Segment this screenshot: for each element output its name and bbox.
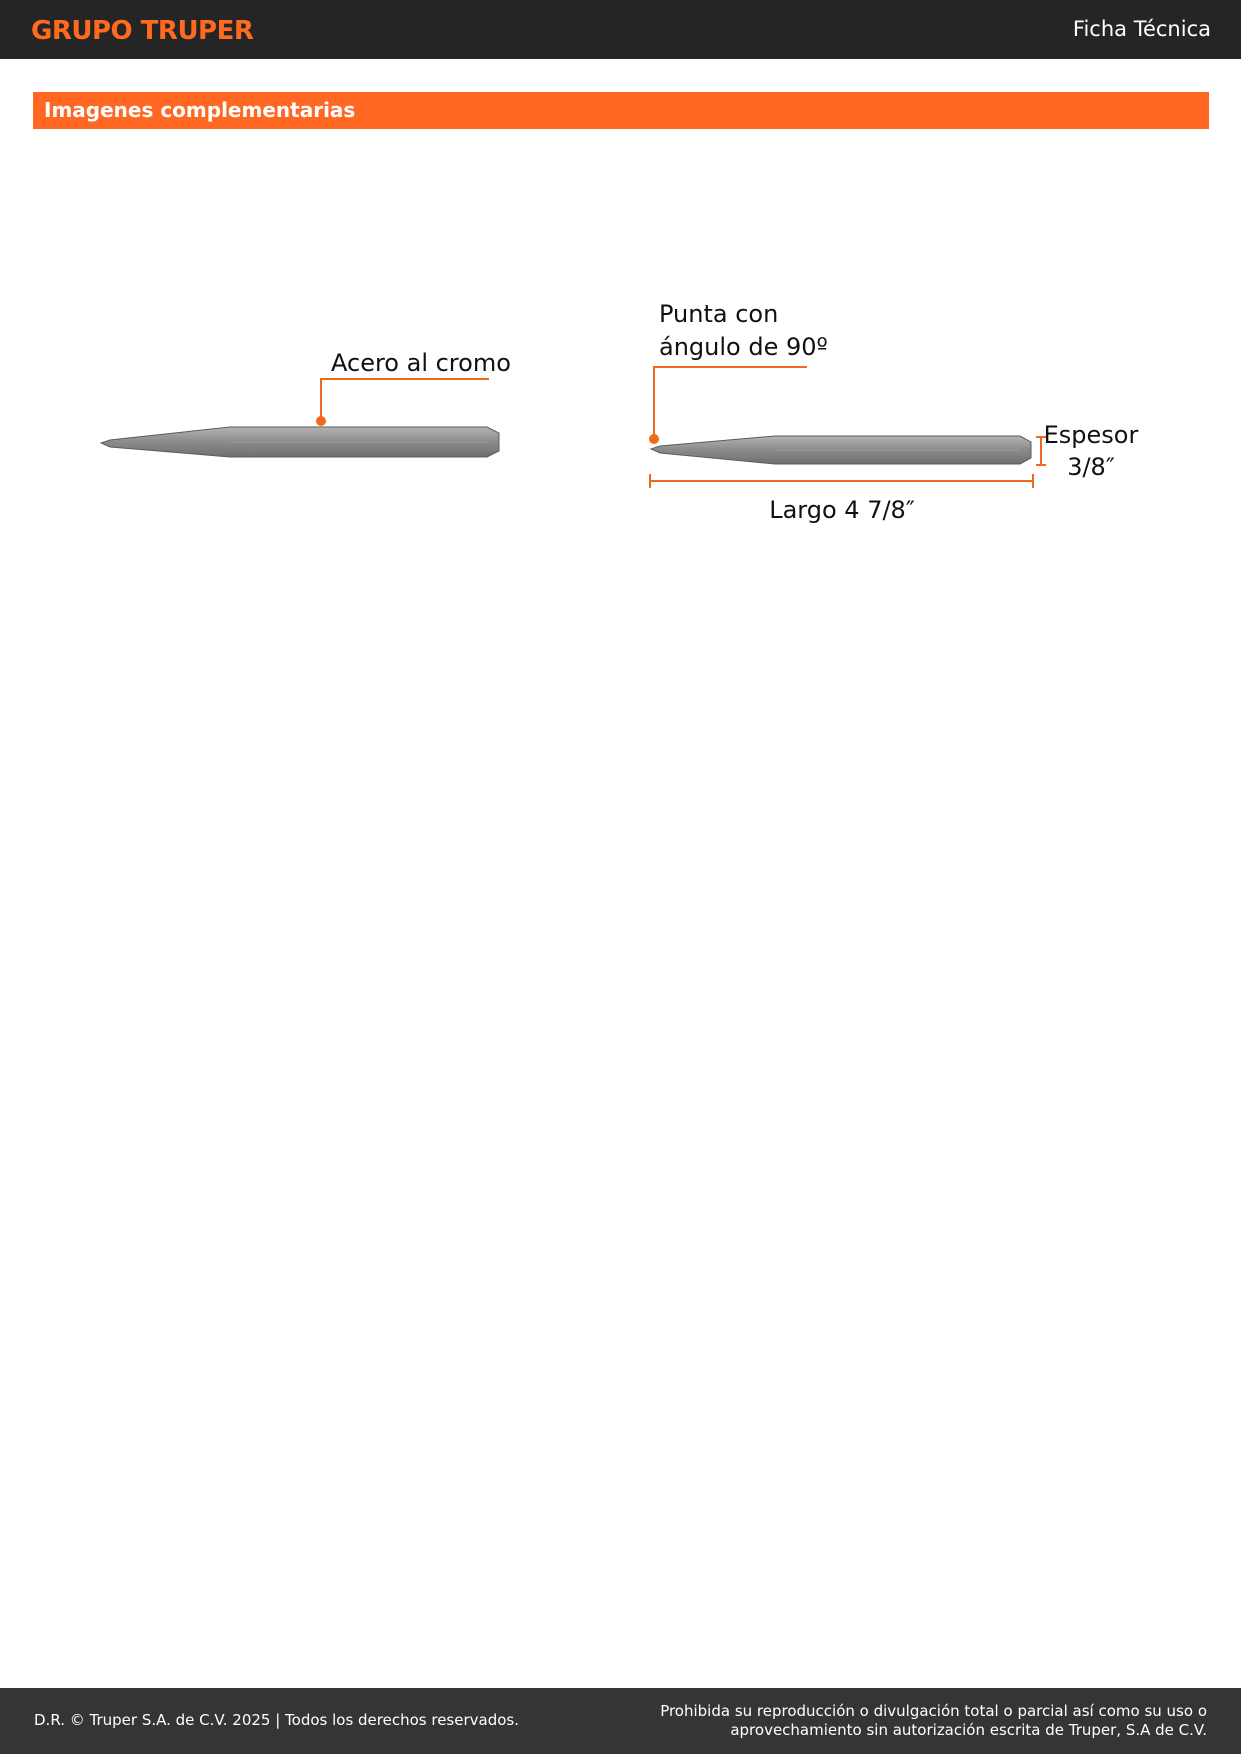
- legal-notice-line2: aprovechamiento sin autorización escrita de Truper, S.A de C.V.: [730, 1721, 1207, 1739]
- length-label: Largo 4 7/8″: [769, 496, 915, 524]
- material-callout: [316, 349, 511, 426]
- thickness-label-line1: Espesor: [1043, 421, 1139, 449]
- thickness-label-line2: 3/8″: [1067, 453, 1115, 481]
- thickness-dimension: [1036, 421, 1138, 481]
- tip-label-line2: ángulo de 90º: [659, 333, 828, 361]
- center-punch-image-1: [101, 427, 499, 457]
- center-punch-image-2: [651, 436, 1031, 464]
- length-dimension: [650, 474, 1033, 524]
- legal-notice-line1: Prohibida su reproducción o divulgación total o parcial así como su uso o: [660, 1702, 1207, 1720]
- page-footer: [0, 1688, 1241, 1754]
- tip-label-line1: Punta con: [659, 300, 779, 328]
- section-title: Imagenes complementarias: [44, 98, 356, 122]
- copyright-text: D.R. © Truper S.A. de C.V. 2025 | Todos los derechos reservados.: [34, 1711, 519, 1729]
- material-label: Acero al cromo: [331, 349, 511, 377]
- document-type-title: Ficha Técnica: [1072, 17, 1211, 41]
- brand-logo: GRUPO TRUPER: [31, 16, 254, 46]
- tip-callout: [649, 300, 828, 444]
- legal-notice: [647, 1702, 1207, 1740]
